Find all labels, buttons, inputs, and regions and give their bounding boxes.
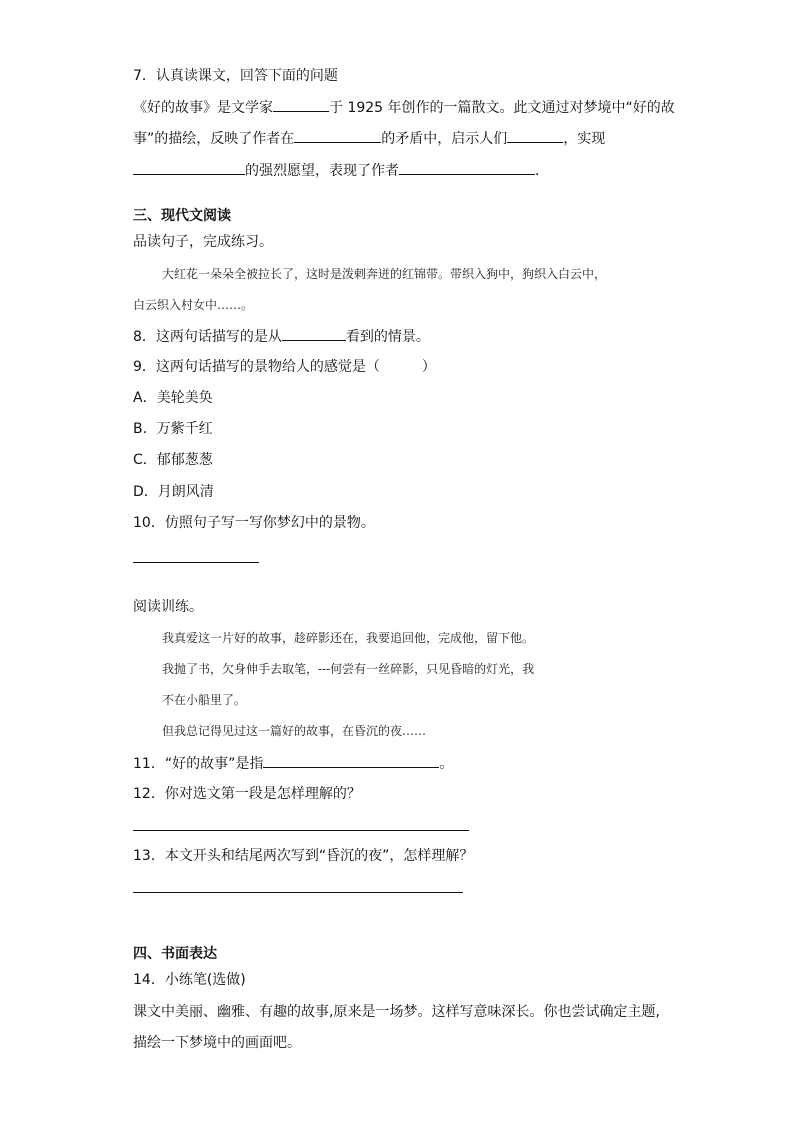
reading-training: 阅读训练。 — [133, 599, 203, 615]
q7-line-1 — [133, 97, 675, 118]
q8-text-a: 8．这两句话描写的是从 — [133, 329, 282, 345]
q7-blank-inspire[interactable] — [507, 128, 563, 143]
option-a[interactable]: A．美轮美奂 — [133, 390, 213, 406]
q10: 10．仿照句子写一写你梦幻中的景物。 — [133, 515, 375, 531]
q7-text-1b: 于 1925 年创作的一篇散文。此文通过对梦境中“好的故 — [329, 100, 675, 116]
q12-answer-line[interactable] — [133, 830, 469, 831]
q11 — [133, 753, 453, 774]
q13: 13．本文开头和结尾两次写到“昏沉的夜”，怎样理解？ — [133, 848, 474, 864]
q7-text-3a: 的强烈愿望，表现了作者 — [245, 163, 399, 179]
q11-text-b: 。 — [439, 756, 454, 772]
q7-blank-realize[interactable] — [133, 160, 245, 175]
option-d[interactable]: D．月朗风清 — [133, 484, 214, 500]
passage-line-1: 我真爱这一片好的故事，趁碎影还在，我要追回他，完成他，留下他。 — [162, 631, 535, 645]
quote-line-2: 白云织入村女中……。 — [133, 298, 254, 312]
q11-blank[interactable] — [263, 753, 439, 768]
q7-text-2b: 的矛盾中，启示人们 — [381, 131, 508, 147]
passage-line-3: 不在小船里了。 — [162, 693, 247, 707]
q8 — [133, 326, 430, 347]
q14-body-line-1: 课文中美丽、幽雅、有趣的故事,原来是一场梦。这样写意味深长。你也尝试确定主题, — [133, 1004, 660, 1020]
quote-line-1: 大红花一朵朵全被拉长了，这时是泼剌奔迸的红锦带。带织入狗中，狗织入白云中， — [162, 267, 607, 281]
q7-blank-contradiction[interactable] — [294, 128, 381, 143]
section4-heading: 四、书面表达 — [133, 946, 217, 962]
q7-blank-express[interactable] — [399, 160, 535, 175]
q11-text-a: 11．“好的故事”是指 — [133, 756, 264, 772]
q9: 9．这两句话描写的景物给人的感觉是（ ） — [133, 359, 436, 375]
q7-blank-author[interactable] — [273, 97, 329, 112]
q7-text-2c: ，实现 — [563, 131, 606, 147]
q7-line-2 — [133, 128, 605, 149]
section3-intro: 品读句子，完成练习。 — [133, 234, 273, 250]
passage-line-4: 但我总记得见过这一篇好的故事，在昏沉的夜…… — [162, 724, 427, 738]
q7-line-3 — [133, 160, 539, 181]
q7-title: 7．认真读课文，回答下面的问题 — [133, 68, 338, 84]
q10-answer-line[interactable] — [133, 562, 259, 563]
q14: 14．小练笔(选做) — [133, 972, 246, 988]
passage-line-2: 我抛了书，欠身伸手去取笔，---何尝有一丝碎影，只见昏暗的灯光，我 — [162, 662, 535, 676]
q8-text-b: 看到的情景。 — [345, 329, 430, 345]
q7-text-2a: 事”的描绘，反映了作者在 — [133, 131, 295, 147]
q12: 12．你对选文第一段是怎样理解的？ — [133, 786, 361, 802]
q7-text-3b: . — [535, 163, 540, 179]
option-c[interactable]: C．郁郁葱葱 — [133, 452, 213, 468]
q14-body-line-2: 描绘一下梦境中的画面吧。 — [133, 1035, 301, 1051]
option-b[interactable]: B．万紫千红 — [133, 421, 213, 437]
q7-text-1a: 《好的故事》是文学家 — [133, 100, 273, 116]
section3-heading: 三、现代文阅读 — [133, 208, 231, 224]
q13-answer-line[interactable] — [133, 892, 463, 893]
q8-blank[interactable] — [282, 326, 346, 341]
